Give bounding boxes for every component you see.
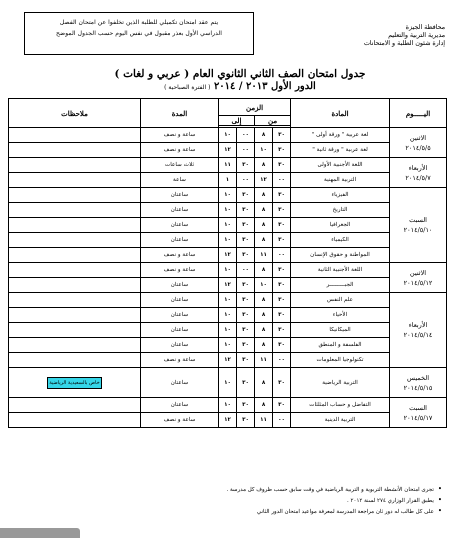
day-name: الاثنين bbox=[409, 268, 427, 277]
day-date: ٢٠١٤/٥/١٢ bbox=[403, 278, 433, 287]
to-hour-cell: ١٠ bbox=[219, 338, 237, 353]
day-name: الاثنين bbox=[409, 133, 427, 142]
from-hour-cell: ٨ bbox=[255, 308, 273, 323]
to-minute-cell: ٣٠ bbox=[237, 248, 255, 263]
from-hour-cell: ٨ bbox=[255, 263, 273, 278]
from-minute-cell: ٠٠ bbox=[273, 413, 291, 428]
from-hour-cell: ١٠ bbox=[255, 278, 273, 293]
from-minute-cell: ٣٠ bbox=[273, 128, 291, 143]
to-hour-cell: ١٠ bbox=[219, 188, 237, 203]
subject-cell: التربية المهنية bbox=[291, 173, 390, 188]
from-minute-cell: ٣٠ bbox=[273, 278, 291, 293]
header-subject: المادة bbox=[291, 99, 390, 128]
duration-cell: ساعة و نصف bbox=[141, 263, 219, 278]
day-date: ٢٠١٤/٥/١٤ bbox=[403, 331, 433, 339]
duration-cell: ثلاث ساعات bbox=[141, 158, 219, 173]
notes-cell bbox=[9, 368, 141, 398]
to-hour-cell: ١٢ bbox=[219, 353, 237, 368]
subject-cell: التربية الرياضية bbox=[291, 368, 390, 398]
notice-line-1: يتم عقد امتحان تكميلي للطلبة الذين تخلفوا عن امتحان الفصل bbox=[59, 19, 219, 26]
day-cell bbox=[390, 398, 447, 428]
subject-cell: اللغة الأجنبية الأولى bbox=[291, 158, 390, 173]
to-hour-cell: ١٠ bbox=[219, 218, 237, 233]
duration-cell: ساعتان bbox=[141, 323, 219, 338]
from-minute-cell: ٠٠ bbox=[273, 248, 291, 263]
header-duration: المدة bbox=[141, 99, 219, 128]
to-hour-cell: ١٢ bbox=[219, 143, 237, 158]
from-minute-cell: ٣٠ bbox=[273, 323, 291, 338]
from-minute-cell: ٣٠ bbox=[273, 308, 291, 323]
subject-cell: التاريخ bbox=[291, 203, 390, 218]
to-minute-cell: ٠٠ bbox=[237, 128, 255, 143]
from-hour-cell: ٨ bbox=[255, 158, 273, 173]
subject-cell: لغة عربية " ورقة أولى " bbox=[291, 128, 390, 143]
from-minute-cell: ٣٠ bbox=[273, 218, 291, 233]
bullet-icon: • bbox=[437, 485, 442, 493]
header-to: إلى bbox=[219, 116, 255, 126]
to-minute-cell: ٠٠ bbox=[237, 143, 255, 158]
duration-cell: ساعة و نصف bbox=[141, 353, 219, 368]
footnote-text-3: على كل طالب له دور ثان مراجعة المدرسة لمعرفة مواعيد امتحان الدور الثاني bbox=[256, 509, 434, 515]
to-hour-cell: ١٠ bbox=[219, 263, 237, 278]
subject-cell: علم النفس bbox=[291, 293, 390, 308]
duration-cell: ساعتان bbox=[141, 338, 219, 353]
day-cell bbox=[390, 368, 447, 398]
footnotes bbox=[140, 484, 442, 517]
table-row bbox=[9, 173, 447, 188]
notes-cell bbox=[9, 398, 141, 413]
day-date: ٢٠١٤/٥/٥ bbox=[405, 143, 431, 152]
schedule-body bbox=[9, 128, 447, 428]
day-cell bbox=[390, 293, 447, 368]
from-minute-cell: ٣٠ bbox=[273, 188, 291, 203]
from-hour-cell: ٨ bbox=[255, 203, 273, 218]
from-minute-cell: ٣٠ bbox=[273, 203, 291, 218]
duration-cell: ساعتان bbox=[141, 293, 219, 308]
table-row bbox=[9, 413, 447, 428]
subject-cell: الفلسفة و المنطق bbox=[291, 338, 390, 353]
to-minute-cell: ٠٠ bbox=[237, 173, 255, 188]
day-name: الخميس bbox=[407, 373, 430, 382]
table-row bbox=[9, 248, 447, 263]
from-hour-cell: ١٢ bbox=[255, 173, 273, 188]
to-hour-cell: ١٠ bbox=[219, 323, 237, 338]
duration-cell: ساعتان bbox=[141, 218, 219, 233]
note-badge: خاص بالسعيدية الرياضية bbox=[47, 377, 101, 389]
directorate-name: مديرية التربية والتعليم bbox=[388, 32, 445, 39]
from-hour-cell: ٨ bbox=[255, 323, 273, 338]
table-row bbox=[9, 338, 447, 353]
to-minute-cell: ٣٠ bbox=[237, 158, 255, 173]
from-hour-cell: ٨ bbox=[255, 368, 273, 398]
to-hour-cell: ١٠ bbox=[219, 203, 237, 218]
title-period: ( الفترة الصباحية ) bbox=[164, 84, 211, 91]
footnote-text-1: تجرى امتحان الأنشطة التربوية و التربية الرياضية في وقت سابق حسب ظروف كل مدرسة . bbox=[226, 487, 434, 493]
subject-cell: لغة عربية " ورقة ثانية " bbox=[291, 143, 390, 158]
from-minute-cell: ٠٠ bbox=[273, 173, 291, 188]
to-minute-cell: ٣٠ bbox=[237, 353, 255, 368]
title-line-1: جدول امتحان الصف الثاني الثانوي العام ( عربي و لغات ) bbox=[114, 68, 366, 80]
footnote-item bbox=[140, 484, 442, 495]
duration-cell: ساعتان bbox=[141, 398, 219, 413]
to-hour-cell: ١٢ bbox=[219, 248, 237, 263]
from-hour-cell: ٨ bbox=[255, 338, 273, 353]
department-name: إدارة شئون الطلبة و الامتحانات bbox=[363, 40, 445, 47]
day-date: ٢٠١٤/٥/١٧ bbox=[403, 413, 433, 422]
from-hour-cell: ١١ bbox=[255, 413, 273, 428]
to-hour-cell: ١٠ bbox=[219, 293, 237, 308]
duration-cell: ساعتان bbox=[141, 233, 219, 248]
from-minute-cell: ٣٠ bbox=[273, 338, 291, 353]
notes-cell bbox=[9, 278, 141, 293]
issuer-header bbox=[300, 24, 445, 48]
notes-cell bbox=[9, 293, 141, 308]
table-row bbox=[9, 353, 447, 368]
table-row bbox=[9, 323, 447, 338]
to-minute-cell: ٣٠ bbox=[237, 398, 255, 413]
duration-cell: ساعتان bbox=[141, 203, 219, 218]
to-minute-cell: ٣٠ bbox=[237, 218, 255, 233]
notes-cell bbox=[9, 323, 141, 338]
table-row bbox=[9, 263, 447, 278]
from-hour-cell: ١١ bbox=[255, 248, 273, 263]
to-hour-cell: ١٠ bbox=[219, 128, 237, 143]
document-title bbox=[90, 68, 390, 94]
from-hour-cell: ٨ bbox=[255, 233, 273, 248]
from-hour-cell: ٨ bbox=[255, 293, 273, 308]
table-row bbox=[9, 308, 447, 323]
from-hour-cell: ٨ bbox=[255, 188, 273, 203]
table-row bbox=[9, 188, 447, 203]
notes-cell bbox=[9, 248, 141, 263]
notes-cell bbox=[9, 218, 141, 233]
header-day: اليـــــوم bbox=[390, 99, 447, 128]
to-minute-cell: ٣٠ bbox=[237, 338, 255, 353]
from-hour-cell: ١١ bbox=[255, 353, 273, 368]
to-minute-cell: ٣٠ bbox=[237, 323, 255, 338]
footnote-item bbox=[140, 495, 442, 506]
page-corner-shadow bbox=[0, 528, 80, 538]
to-hour-cell: ١٠ bbox=[219, 308, 237, 323]
to-hour-cell: ١ bbox=[219, 173, 237, 188]
duration-cell: ساعة و نصف bbox=[141, 248, 219, 263]
from-minute-cell: ٣٠ bbox=[273, 233, 291, 248]
exam-schedule-table bbox=[8, 98, 447, 428]
title-term: الدور الأول ٢٠١٣ / ٢٠١٤ bbox=[213, 81, 316, 92]
notes-cell bbox=[9, 143, 141, 158]
day-name: السبت bbox=[409, 403, 427, 412]
day-date: ٢٠١٤/٥/٧ bbox=[405, 173, 431, 182]
to-minute-cell: ٣٠ bbox=[237, 188, 255, 203]
header-from: من bbox=[255, 116, 291, 126]
notes-cell bbox=[9, 263, 141, 278]
subject-cell: الفيزياء bbox=[291, 188, 390, 203]
day-cell bbox=[390, 263, 447, 293]
from-minute-cell: ٣٠ bbox=[273, 398, 291, 413]
to-minute-cell: ٣٠ bbox=[237, 308, 255, 323]
notes-cell bbox=[9, 308, 141, 323]
to-hour-cell: ١٠ bbox=[219, 368, 237, 398]
table-row bbox=[9, 143, 447, 158]
notes-cell bbox=[9, 338, 141, 353]
duration-cell: ساعتان bbox=[141, 278, 219, 293]
day-cell bbox=[390, 158, 447, 188]
to-minute-cell: ٠٠ bbox=[237, 263, 255, 278]
from-hour-cell: ٨ bbox=[255, 128, 273, 143]
notes-cell bbox=[9, 233, 141, 248]
table-row bbox=[9, 368, 447, 398]
subject-cell: الكيمياء bbox=[291, 233, 390, 248]
day-name: السبت bbox=[409, 216, 427, 224]
from-minute-cell: ٣٠ bbox=[273, 158, 291, 173]
to-minute-cell: ٣٠ bbox=[237, 368, 255, 398]
to-minute-cell: ٣٠ bbox=[237, 293, 255, 308]
footnote-item bbox=[140, 506, 442, 517]
to-minute-cell: ٣٠ bbox=[237, 203, 255, 218]
subject-cell: التفاضل و حساب المثلثات bbox=[291, 398, 390, 413]
bullet-icon: • bbox=[437, 496, 442, 504]
duration-cell: ساعتان bbox=[141, 188, 219, 203]
notice-line-2: الدراسي الأول بعذر مقبول في نفس اليوم حسب الجدول الموضح bbox=[55, 30, 222, 37]
from-hour-cell: ٨ bbox=[255, 218, 273, 233]
table-row bbox=[9, 398, 447, 413]
table-row bbox=[9, 233, 447, 248]
duration-cell: ساعة و نصف bbox=[141, 143, 219, 158]
to-minute-cell: ٣٠ bbox=[237, 413, 255, 428]
table-row bbox=[9, 278, 447, 293]
subject-cell: الجبـــــــــر bbox=[291, 278, 390, 293]
table-row bbox=[9, 128, 447, 143]
day-cell bbox=[390, 128, 447, 158]
header-notes: ملاحظات bbox=[9, 99, 141, 128]
table-row bbox=[9, 218, 447, 233]
notes-cell bbox=[9, 158, 141, 173]
day-date: ٢٠١٤/٥/١٠ bbox=[403, 226, 433, 234]
duration-cell: ساعة و نصف bbox=[141, 128, 219, 143]
from-minute-cell: ٣٠ bbox=[273, 143, 291, 158]
subject-cell: تكنولوجيا المعلومات bbox=[291, 353, 390, 368]
table-row bbox=[9, 203, 447, 218]
to-minute-cell: ٣٠ bbox=[237, 278, 255, 293]
to-hour-cell: ١٠ bbox=[219, 233, 237, 248]
duration-cell: ساعتان bbox=[141, 308, 219, 323]
to-minute-cell: ٣٠ bbox=[237, 233, 255, 248]
subject-cell: اللغة الأجنبية الثانية bbox=[291, 263, 390, 278]
bullet-icon: • bbox=[437, 507, 442, 515]
makeup-exam-notice bbox=[24, 12, 254, 55]
table-row bbox=[9, 158, 447, 173]
duration-cell: ساعة bbox=[141, 173, 219, 188]
to-hour-cell: ١٢ bbox=[219, 278, 237, 293]
from-minute-cell: ٣٠ bbox=[273, 263, 291, 278]
from-hour-cell: ٨ bbox=[255, 398, 273, 413]
footnote-text-2: يطبق القرار الوزاري ٢٧٤ لسنة ٢٠١٢ . bbox=[347, 498, 434, 504]
from-minute-cell: ٠٠ bbox=[273, 353, 291, 368]
header-time: الزمن bbox=[219, 99, 291, 116]
notes-cell bbox=[9, 353, 141, 368]
duration-cell: ساعة و نصف bbox=[141, 413, 219, 428]
duration-cell: ساعتان bbox=[141, 368, 219, 398]
day-name: الأربعاء bbox=[408, 321, 428, 329]
day-cell bbox=[390, 188, 447, 263]
subject-cell: المواطنة و حقوق الإنسان bbox=[291, 248, 390, 263]
from-minute-cell: ٣٠ bbox=[273, 293, 291, 308]
day-date: ٢٠١٤/٥/١٥ bbox=[403, 383, 433, 392]
notes-cell bbox=[9, 128, 141, 143]
to-hour-cell: ١١ bbox=[219, 158, 237, 173]
day-name: الأربعاء bbox=[408, 163, 428, 172]
notes-cell bbox=[9, 188, 141, 203]
subject-cell: الميكانيكا bbox=[291, 323, 390, 338]
notes-cell bbox=[9, 173, 141, 188]
notes-cell bbox=[9, 413, 141, 428]
notes-cell bbox=[9, 203, 141, 218]
title-line-2 bbox=[90, 81, 390, 94]
from-hour-cell: ١٠ bbox=[255, 143, 273, 158]
subject-cell: الجغرافيا bbox=[291, 218, 390, 233]
governorate-name: محافظة الجيزة bbox=[405, 24, 445, 31]
from-minute-cell: ٣٠ bbox=[273, 368, 291, 398]
subject-cell: التربية الدينية bbox=[291, 413, 390, 428]
to-hour-cell: ١٠ bbox=[219, 398, 237, 413]
table-row bbox=[9, 293, 447, 308]
to-hour-cell: ١٢ bbox=[219, 413, 237, 428]
subject-cell: الأحياء bbox=[291, 308, 390, 323]
